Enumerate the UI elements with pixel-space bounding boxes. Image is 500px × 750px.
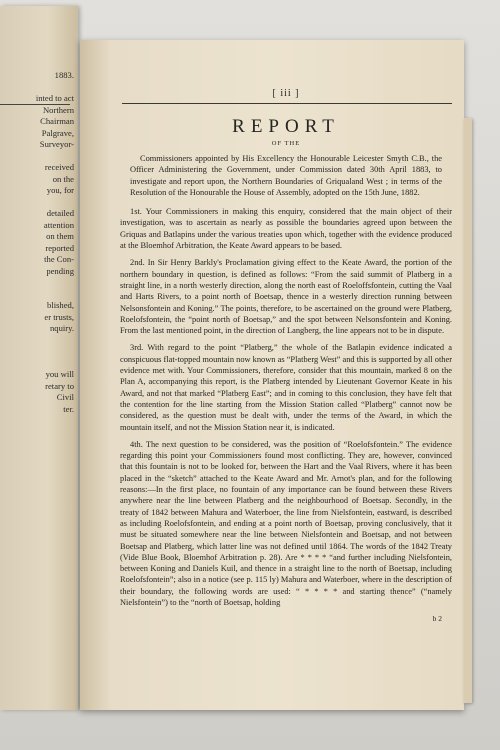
page-edge — [464, 118, 472, 703]
left-page-line — [2, 335, 74, 347]
paragraph-2: 2nd. In Sir Henry Barkly's Proclamation giving effect to the Keate Award, the portion of the northern boundary in question, is defined as follows: “From the said summit of Platberg in a straight line, in a north westerly direction, along the north east of Roeloffsfontein, cutting the Vaal and Harts Rivers, to a point north of Boetsap, thence in a westerly direction running between Nelsonsfontein and Koning.” The points, therefore, to be ascertained on the ground were Platberg, Roelofsfontein, the “point north of Boetsap,” and the spot between Nelsonsfontein and Koning. From the last mentioned point, in the direction of Langberg, the line appears not to be in dispute. — [120, 258, 452, 336]
left-page-line: Northern — [42, 104, 74, 115]
left-page-line — [2, 289, 74, 301]
left-page-line: you, for — [46, 185, 74, 195]
left-page-line — [2, 151, 74, 163]
left-page-line: nquiry. — [49, 323, 74, 333]
page-content — [120, 88, 452, 623]
header-rule — [122, 103, 452, 104]
left-page-line: Palgrave, — [41, 127, 74, 138]
left-page-line: pending — [46, 265, 74, 276]
left-page-line: the Con- — [44, 254, 74, 264]
paragraph-3: 3rd. With regard to the point “Platberg,” the whole of the Batlapin evidence indicated a conspicuous flat-topped mountain now known as “Platberg West” and this is supported by all other evidence met with. Your Commissioners, therefore, consider that this mountain, marked 8 on the Plan A, accompanying this report, is the Platberg intended by Lieutenant Governor Keate in his Award, and not that marked “Platberg East”; and in coming to this conclusion, they have felt that the contention for the line starting from the Mission Station called “Platberg” cannot now be considered, as the question must be dealt with, under the terms of the Award, in which the mountain itself, and not the Mission Station near it, is indicated. — [120, 343, 452, 432]
signature-mark: b 2 — [432, 614, 442, 624]
left-page-line: reported — [45, 242, 74, 253]
left-page — [0, 6, 78, 710]
left-page-line: Chairman — [40, 116, 74, 126]
report-subtitle: OF THE — [271, 140, 301, 147]
report-title: REPORT — [232, 116, 340, 137]
left-page-line: Surveyor- — [39, 139, 74, 149]
left-page-line: received — [44, 162, 74, 172]
left-page-line: 1883. — [54, 70, 74, 80]
left-page-line: er trusts, — [44, 311, 74, 322]
left-page-text — [2, 70, 74, 415]
left-page-line: retary to — [45, 380, 74, 391]
left-page-line — [2, 82, 74, 94]
paragraph-4: 4th. The next question to be considered, was the position of “Roelofsfontein.” The evidence regarding this point your Commissioners found most conflicting. They are, however, convinced that this fountain is not to be looked for, between the Hart and the Vaal Rivers, where it has been placed in the “sketch” attached to the Keate Award and Mr. Arnot's plan, and for the following reasons:—In the first place, no fountain of any importance can be found between these Rivers anywhere near the line between Platberg and the neighbourhood of Boetsap. Secondly, in the treaty of 1842 between Mahura and Waterboer, the line from Nielsfontein, eastward, is described as including Roelofsfontein, and ending at a point north of Boetsap, proving conclusively, that it must be situated somewhere near the line between Nielsfontein and Boetsap, and not between Boetsap and Platberg, which latter line was not defined until 1864. The words of the 1842 Treaty (Vide Blue Book, Bloemhof Arbitration p. 28). Are * * * * “and further including Nielsfontein, between Koning and Daniels Kuil, and thence in a straight line to the north of Boetsap, including Roelofsfontein”; also in a notice (see p. 115 ly) Mahura and Waterboer, where in the description of their boundary, the following words are used: “ * * * * and starting thence” (“namely Nielsfontein”) to the “north of Boetsap, holding — [120, 439, 452, 607]
left-page-line: you will — [45, 369, 74, 379]
left-page-line — [2, 197, 74, 209]
left-page-line: inted to act — [35, 93, 74, 103]
paragraph-1: 1st. Your Commissioners in making this enquiry, considered that the main object of their investigation, was to ascertain as nearly as possible the boundaries agreed upon between the Griquas and Batlapins under the various treaties upon which, together with the evidence produced at the Bloemhof Arbitration, the Keate Award appears to be based. — [120, 207, 452, 251]
left-page-line: Civil — [56, 392, 74, 402]
page-folio: [ iii ] — [272, 88, 300, 99]
left-page-line: ter. — [63, 403, 74, 414]
left-page-line: on them — [46, 231, 74, 241]
left-page-line: blished, — [47, 300, 74, 310]
left-page-line: attention — [43, 219, 74, 230]
left-page-line — [2, 346, 74, 358]
left-page-line: on the — [52, 173, 74, 184]
left-page-line — [2, 358, 74, 370]
report-intro: Commissioners appointed by His Excellency the Honourable Leicester Smyth C.B., the Officer Administering the Government, under Commission dated 30th April 1883, to investigate and report upon, the Northern Boundaries of Griqualand West ; in terms of the Resolution of the Honourable the House of Assembly, adopted on the 15th June, 1882. — [130, 154, 442, 197]
left-page-line: detailed — [46, 208, 74, 218]
left-page-line — [2, 277, 74, 289]
